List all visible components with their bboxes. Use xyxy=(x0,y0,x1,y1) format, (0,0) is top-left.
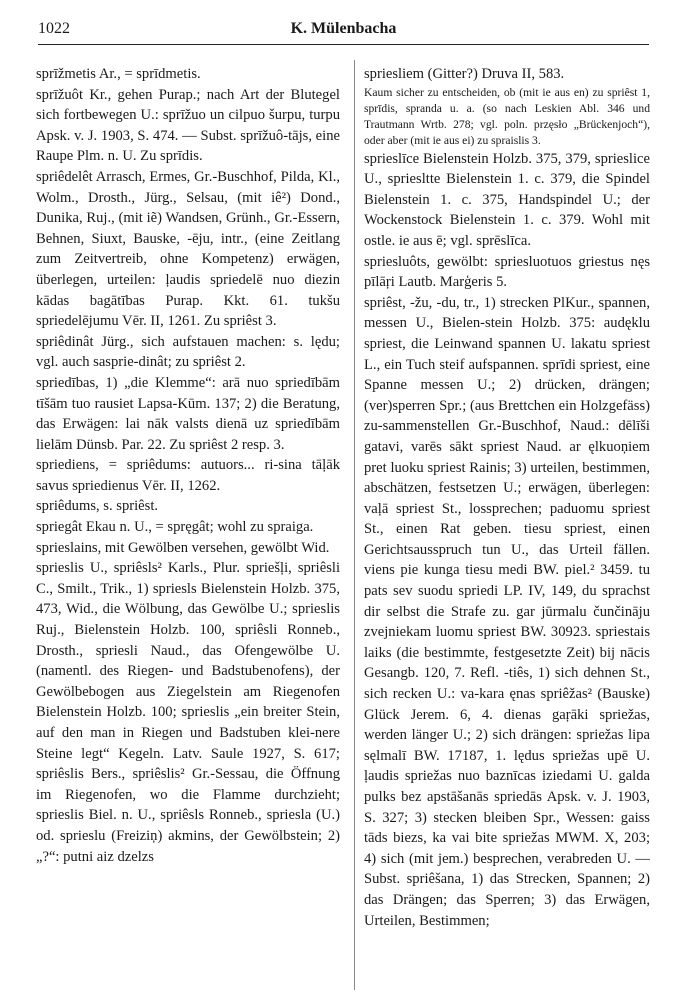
dictionary-entry: spriesluôts, gewölbt: spriesluotuos griestus nęs pīlāŗi Lautb. Marģeris 5. xyxy=(364,253,650,291)
page-header xyxy=(38,20,649,42)
header-rule xyxy=(38,44,649,45)
left-column xyxy=(36,64,340,867)
right-column xyxy=(364,64,650,931)
dictionary-entry: spriesliem (Gitter?) Druva II, 583. xyxy=(364,66,565,82)
column-divider xyxy=(354,60,355,990)
dictionary-entry: spriedības, 1) „die Klemme“: arā nuo spriedībām tīšām tuo rausiet Lapsa-Kūm. 137; 2) die Beratung, das Erwägen: lai nāk valsts dienā uz spriedībām lielām Dünsb. Par. 22. Zu spriêst 2 resp. 3. xyxy=(36,374,340,453)
dictionary-entry: spriêdinât Jürg., sich aufstauen machen: s. lędu; vgl. auch sasprie-dinât; zu spriêst 2. xyxy=(36,333,340,371)
dictionary-entry: sprieslis U., spriêsls² Karls., Plur. spriešļi, spriêsli C., Smilt., Trik., 1) spriesls Bielenstein Holzb. 375, 473, Wid., die Wölbung, das Gewölbe U.; sprieslis Ruj., Bielenstein Holzb. 100, spriêsli Ronneb., Drosth., spriesli Naud., das Ofengewölbe U. (namentl. des Riegen- und Badstubenofens), der Gewölbebogen aus Ziegelstein am Riegenofen Bielenstein Holzb. 100; sprieslis „ein breiter Stein, auf den man in Riegen und Badstuben klei-nere Steine legt“ Kegeln. Latv. Saule 1927, S. 617; spriêslis Bers., spriêslis² Gr.-Sessau, die Öffnung im Riegenofen, wo die Flamme durchzieht; sprieslis Biel. n. U., spriêsls Ronneb., spriesla (U.) od. sprieslu (Freiziņ) akmins, der Gewölbstein; 2) „?“: putni aiz dzelzs xyxy=(36,560,340,865)
dictionary-entry: spriêdums, s. spriêst. xyxy=(36,498,159,515)
page-number: 1022 xyxy=(38,20,70,37)
dictionary-entry: sprīžuôt Kr., gehen Purap.; nach Art der Blutegel sich fortbewegen U.: sprīžuo un cilpuo šurpu, turpu Apsk. v. J. 1903, S. 474. — Subst. sprīžuô-tājs, eine Raupe Plm. n. U. Zu sprīdis. xyxy=(36,86,340,165)
dictionary-entry: Kaum sicher zu entscheiden, ob (mit ie aus en) zu spriêst 1, sprīdis, spranda u. a. (so nach Leskien Abl. 346 und Trautmann Wrtb. 278; vgl. poln. przęsło „Brückenjoch“), oder aber (mit ie aus ei) zu spraislis 3. xyxy=(364,85,650,147)
running-title: K. Mülenbacha xyxy=(290,20,397,37)
dictionary-entry: sprieslains, mit Gewölben versehen, gewölbt Wid. xyxy=(36,539,330,556)
dictionary-entry: spriêst, -žu, -du, tr., 1) strecken PlKur., spannen, messen U., Bielen-stein Holzb. 375: audęklu spriest, die Leinwand spannen U. lakatu spriest L., ein Tuch steif aufspannen. sprīdi spriest, eine Spanne messen U.; 2) drücken, drängen; (ver)sperren Spr.; (aus Brettchen ein Holzgefäss) zu-sammenstellen Gr.-Buschhof, Naud.: dēlīši gatavi, varēs sākt spriest Naud. ar ęlkuoņiem pret luoku spriest Rainis; 3) urteilen, bestimmen, abschätzen, festsetzen U.; erwägen, überlegen: vaļā spriest St., lossprechen; paduomu spriest St., einen Rat geben. tiesu spriest, einen Gerichtsausspruch tun U., das Urteil fällen. viens pie kunga tiesu medi BW. piel.² 3459. tu pats sev suodu spriedi LP. IV, 149, du sprachst dir selbst die Strafe zu. gar jūrmalu čunčināju zvejniekam luomu spriest BW. 30923. spriestais laiks (die bestimmte, festgesetzte Zeit) bij nācis Gesangb. 120, 7. Refl. -tiês, 1) sich dehnen St., sich recken U.: va-kara ęnas spriêžas² (Bauske) Glück Jerem. 6, 4. dienas gaŗāki spriežas, werden länger U.; 2) sich drängen: spriežas lipa sęlmalī BW. 17187, 1. lędus spriežas upē U. ļaudis spriežas nuo baznīcas iziedami U. galda pulks bez apstāšanās spriedās Apsk. v. J. 1903, S. 327; 3) stecken bleiben Spr., Wessen: gaiss tāds biezs, ka vai bite spriežas MWM. X, 203; 4) sich (mit jem.) besprechen, verabreden U. — Subst. spriêšana, 1) das Strecken, Spannen; 2) das Drängen; das Sperren; 3) das Erwägen, Urteilen, Bestimmen; xyxy=(364,294,650,929)
dictionary-entry: sprīžmetis Ar., = sprīdmetis. xyxy=(36,66,201,82)
dictionary-entry: spriegât Ekau n. U., = spręgât; wohl zu spraiga. xyxy=(36,519,314,536)
dictionary-entry: sprieslīce Bielenstein Holzb. 375, 379, sprieslice U., spriesltte Bielenstein 1. c. 379, die Spindel Bielenstein 1. c. 375, Handspindel U.; der Wockenstock Bielenstein 1. c. 379. Wohl mit ostle. ie aus ē; vgl. sprēslīca. xyxy=(364,150,650,249)
dictionary-entry: spriediens, = spriêdums: autuors... ri-sina tāļāk savus spriedienus Vēr. II, 1262. xyxy=(36,457,340,494)
dictionary-entry: spriêdelêt Arrasch, Ermes, Gr.-Buschhof, Pilda, Kl., Wolm., Drosth., Jürg., Selsau, (mit iê²) Dond., Dunika, Ruj., (mit iẽ) Wandsen, Grünh., Gr.-Essern, Behnen, Siuxt, Bauske, -ēju, intr., (eine Zeitlang zum Zeitvertreib, ohne Kompetenz) erwägen, überlegen, urteilen: ļaudis spriedelē nuo diezin kādas bagātības Purap. Kkt. 61. tukšu spriedelējumu Vēr. II, 1261. Zu spriêst 3. xyxy=(36,168,340,330)
